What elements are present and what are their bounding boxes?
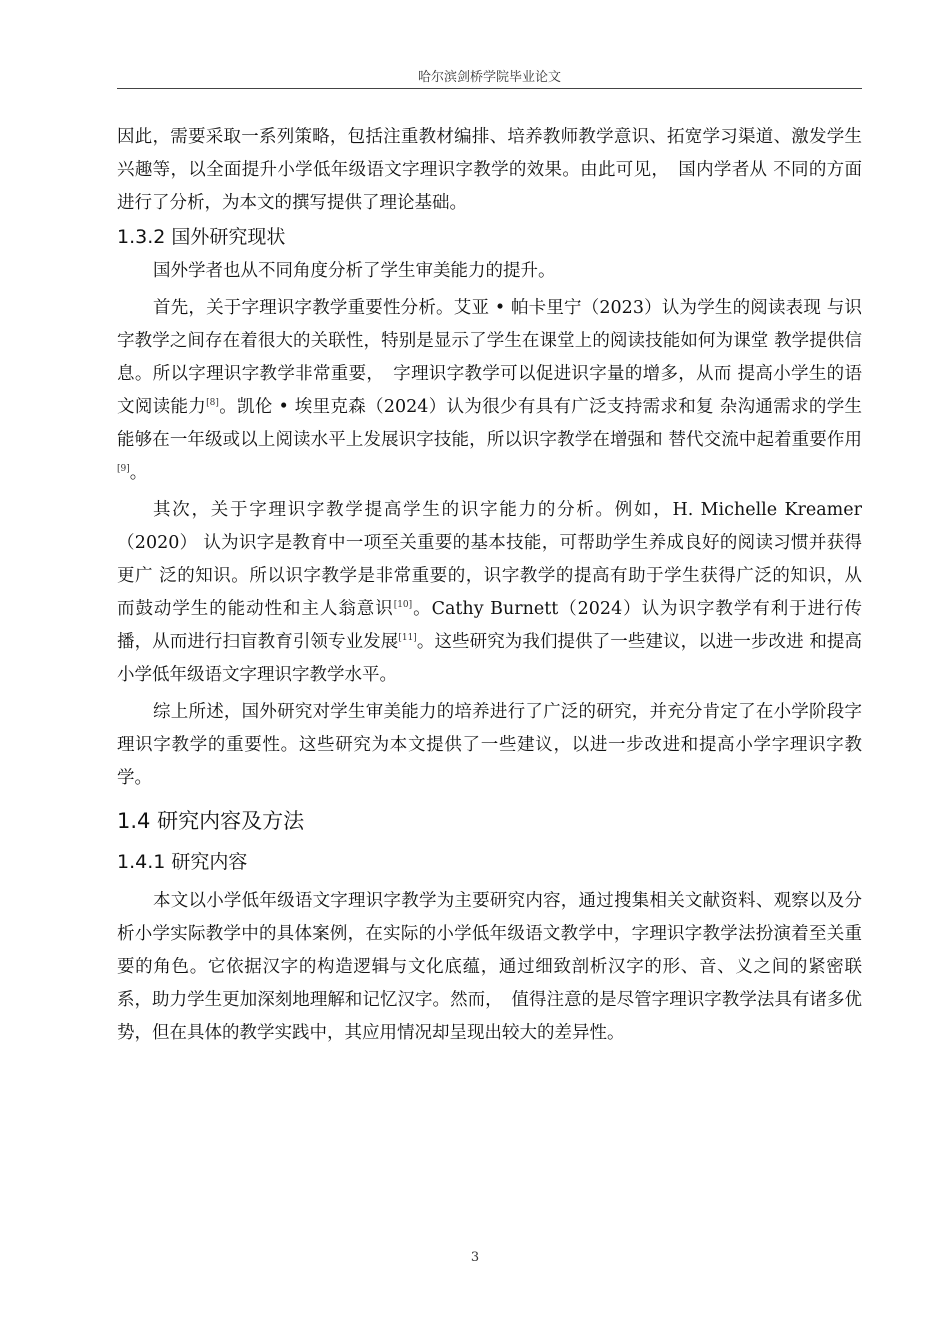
- page-body: [117, 121, 862, 1050]
- citation-9[interactable]: [9]: [117, 464, 130, 474]
- paragraph-second-text-b: 。Cathy Burnett（2024）认为识字教学有利于进行传 播，从而进行扫盲教育引领专业发展: [117, 599, 862, 652]
- paragraph-foreign-intro: 国外学者也从不同角度分析了学生审美能力的提升。: [153, 261, 556, 281]
- header-rule: [117, 88, 862, 89]
- citation-10[interactable]: [10]: [393, 600, 413, 610]
- heading-1-4-1: 1.4.1 研究内容: [117, 851, 248, 873]
- paragraph-second-text-c: 。这些研究为我们提供了一些建议，以进一步改进 和提高小学低年级语文字理识字教学水平。: [117, 632, 863, 685]
- heading-1-4: 1.4 研究内容及方法: [117, 809, 305, 833]
- page-number: 3: [470, 1250, 480, 1265]
- heading-1-3-2: 1.3.2 国外研究现状: [117, 226, 286, 248]
- running-header: 哈尔滨剑桥学院毕业论文: [417, 70, 561, 85]
- citation-11[interactable]: [11]: [398, 633, 417, 643]
- paragraph-first-text-c: 。: [129, 463, 148, 483]
- paragraph-first-text-b: 。凯伦 • 埃里克森（2024）认为很少有具有广泛支持需求和复 杂沟通需求的学生能够在一年级或以上阅读水平上发展识字技能，所以识字教学在增强和 替代交流中起着重要作用: [117, 397, 863, 450]
- citation-8[interactable]: [8]: [206, 398, 219, 408]
- paragraph-first: [117, 292, 862, 490]
- paragraph-intro: 因此，需要采取一系列策略，包括注重教材编排、培养教师教学意识、拓宽学习渠道、激发学生兴趣等，以全面提升小学低年级语文字理识字教学的效果。由此可见， 国内学者从 不同的方面进行了分析，为本文的撰写提供了理论基础。: [117, 127, 862, 213]
- paragraph-summary: 综上所述，国外研究对学生审美能力的培养进行了广泛的研究，并充分肯定了在小学阶段字理识字教学的重要性。这些研究为本文提供了一些建议，以进一步改进和提高小学字理识字教学。: [117, 702, 862, 788]
- paragraph-research-content: 本文以小学低年级语文字理识字教学为主要研究内容，通过搜集相关文献资料、观察以及分析小学实际教学中的具体案例，在实际的小学低年级语文教学中，字理识字教学法扮演着至关重要的角色。它依据汉字的构造逻辑与文化底蕴，通过细致剖析汉字的形、音、义之间的紧密联系，助力学生更加深刻地理解和记忆汉字。然而， 值得注意的是尽管字理识字教学法具有诸多优势，但在具体的教学实践中，其应用情况却呈现出较大的差异性。: [117, 891, 862, 1043]
- paragraph-second-text-a: 其次，关于字理识字教学提高学生的识字能力的分析。例如，H. Michelle Kreamer（2020） 认为识字是教育中一项至关重要的基本技能，可帮助学生养成良好的阅读习惯并获得更广 泛的知识。所以识字教学是非常重要的，识字教学的提高有助于学生获得广泛的知识，从 而鼓动学生的能动性和主人翁意识: [117, 500, 862, 619]
- paragraph-first-text-a: 首先，关于字理识字教学重要性分析。艾亚 • 帕卡里宁（2023）认为学生的阅读表现 与识字教学之间存在着很大的关联性，特别是显示了学生在课堂上的阅读技能如何为课堂 教学提供信息。所以字理识字教学非常重要， 字理识字教学可以促进识字量的增多，从而 提高小学生的语文阅读能力: [117, 298, 862, 417]
- paragraph-second: [117, 494, 862, 692]
